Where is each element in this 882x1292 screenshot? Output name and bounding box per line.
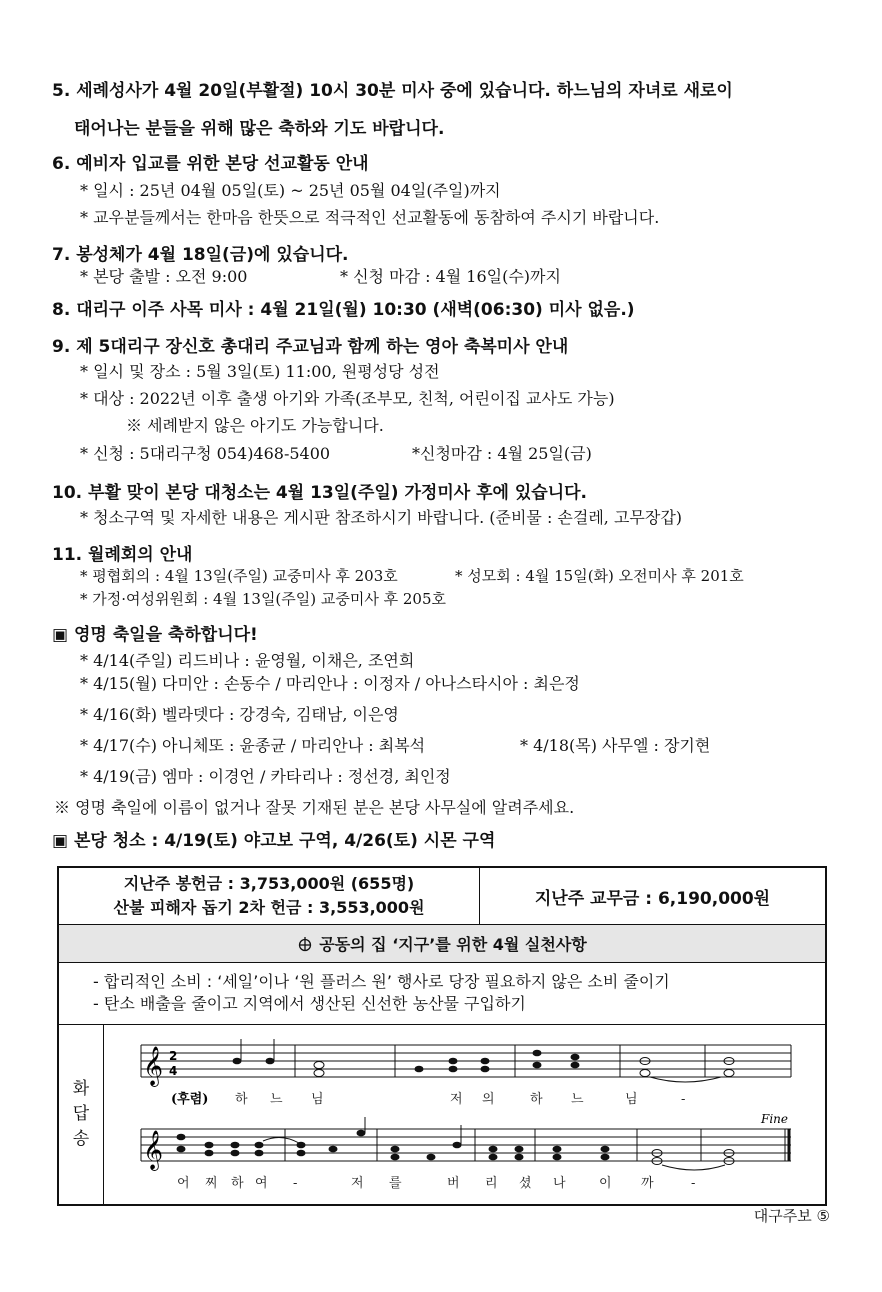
notice-11-bullet-1a: * 평협회의 : 4월 13일(주일) 교중미사 후 203호 — [80, 567, 398, 585]
notice-7-bullet-2: * 신청 마감 : 4월 16일(수)까지 — [340, 267, 561, 286]
earth-cross-icon — [297, 936, 313, 952]
page-number: ⑤ — [816, 1207, 830, 1225]
lyric-1-4: 저 — [450, 1092, 463, 1107]
practice-title: 공동의 집 ‘지구’를 위한 4월 실천사항 — [319, 935, 587, 954]
offering-cell — [59, 868, 480, 925]
lyric-2-6: 저 — [351, 1176, 364, 1191]
notice-11-title: 11. 월례회의 안내 — [52, 545, 193, 565]
cleaning-notice: ▣ 본당 청소 : 4/19(토) 야고보 구역, 4/26(토) 시몬 구역 — [52, 831, 496, 851]
offering-line-1: 지난주 봉헌금 : 3,753,000원 (655명) — [123, 874, 415, 893]
lyric-2-1: 어 — [177, 1176, 190, 1191]
notice-9-bullet-1: * 일시 및 장소 : 5월 3일(토) 11:00, 원평성당 성전 — [80, 362, 440, 381]
psalm-label-cell — [59, 1025, 104, 1204]
lyric-2-13: 까 — [641, 1176, 654, 1191]
lyric-1-1: 하 — [235, 1092, 248, 1107]
church-fee-cell — [480, 868, 825, 925]
staff-2 — [141, 1112, 791, 1171]
feast-line-5: * 4/19(금) 엠마 : 이경언 / 카타리나 : 정선경, 최인정 — [80, 767, 451, 786]
notice-11-bullet-1b: * 성모회 : 4월 15일(화) 오전미사 후 201호 — [455, 567, 744, 585]
notice-5-line2: 태어나는 분들을 위해 많은 축하와 기도 바랍니다. — [74, 119, 445, 139]
lyric-2-14: - — [691, 1176, 696, 1191]
footer-label: 대구주보 — [753, 1207, 812, 1225]
lyric-2-11: 나 — [553, 1176, 566, 1191]
notice-9-bullet-4b: *신청마감 : 4월 25일(금) — [412, 444, 592, 463]
feast-title: ▣ 영명 축일을 축하합니다! — [52, 625, 258, 645]
fine-mark: Fine — [761, 1112, 788, 1126]
notice-5-line1: 5. 세례성사가 4월 20일(부활절) 10시 30분 미사 중에 있습니다. 하느님의 자녀로 새로이 — [52, 81, 733, 101]
psalm-score-cell — [105, 1025, 825, 1204]
notice-10-title: 10. 부활 맞이 본당 대청소는 4월 13일(주일) 가정미사 후에 있습니다. — [52, 483, 587, 503]
notice-9-bullet-2: * 대상 : 2022년 이후 출생 아기와 가족(조부모, 친척, 어린이집 교사도 가능) — [80, 389, 615, 408]
notice-8-title: 8. 대리구 이주 사목 미사 : 4월 21일(월) 10:30 (새벽(06:30) 미사 없음.) — [52, 300, 635, 320]
lyric-2-8: 버 — [447, 1176, 460, 1191]
lyric-1-6: 하 — [530, 1092, 543, 1107]
lyric-2-3: 하 — [231, 1176, 244, 1191]
offering-line-2: 산불 피해자 돕기 2차 헌금 : 3,553,000원 — [113, 898, 425, 917]
lyric-1-3: 님 — [311, 1092, 324, 1107]
notice-9-bullet-3: ※ 세례받지 않은 아기도 가능합니다. — [126, 416, 384, 435]
notice-6-bullet-2: * 교우분들께서는 한마음 한뜻으로 적극적인 선교활동에 동참하여 주시기 바랍니다. — [80, 208, 660, 227]
treble-clef-icon: 𝄞 — [143, 1046, 164, 1086]
page-footer — [754, 1205, 830, 1226]
notice-6-bullet-1: * 일시 : 25년 04월 05일(토) ~ 25년 05월 04일(주일)까지 — [80, 181, 501, 200]
treble-clef-icon: 𝄞 — [143, 1130, 164, 1170]
notice-10-bullet-1: * 청소구역 및 자세한 내용은 게시판 참조하시기 바랍니다. (준비물 : 손걸레, 고무장갑) — [80, 508, 683, 527]
practice-item-1: - 합리적인 소비 : ‘세일’이나 ‘원 플러스 원’ 행사로 당장 필요하지 않은 소비 줄이기 — [93, 972, 670, 991]
lyric-1-5: 의 — [482, 1092, 495, 1107]
refrain-label: (후렴) — [171, 1092, 209, 1107]
lyric-2-9: 리 — [485, 1176, 498, 1191]
notice-11-bullet-2: * 가정·여성위원회 : 4월 13일(주일) 교중미사 후 205호 — [80, 590, 446, 608]
feast-line-4b: * 4/18(목) 사무엘 : 장기현 — [520, 736, 711, 755]
info-table — [57, 866, 827, 1206]
notice-6-title: 6. 예비자 입교를 위한 본당 선교활동 안내 — [52, 154, 369, 174]
notice-9-title: 9. 제 5대리구 장신호 총대리 주교님과 함께 하는 영아 축복미사 안내 — [52, 337, 569, 357]
time-sig-bottom: 4 — [169, 1064, 178, 1078]
feast-line-3: * 4/16(화) 벨라뎃다 : 강경숙, 김태남, 이은영 — [80, 705, 399, 724]
lyric-1-7: 느 — [571, 1092, 584, 1107]
lyric-2-7: 를 — [389, 1176, 402, 1191]
psalm-label-1: 화 — [72, 1079, 90, 1099]
notice-7-bullet-1: * 본당 출발 : 오전 9:00 — [80, 267, 248, 286]
practice-title-cell — [59, 925, 825, 963]
lyric-1-2: 느 — [270, 1092, 283, 1107]
practice-list-cell — [59, 963, 825, 1025]
notice-7-title: 7. 봉성체가 4월 18일(금)에 있습니다. — [52, 245, 349, 265]
psalm-label-3: 송 — [72, 1129, 90, 1149]
lyrics-1 — [235, 1091, 685, 1107]
feast-line-2: * 4/15(월) 다미안 : 손동수 / 마리안나 : 이정자 / 아나스타시아 : 최은정 — [80, 674, 580, 693]
practice-item-2: - 탄소 배출을 줄이고 지역에서 생산된 신선한 농산물 구입하기 — [93, 994, 526, 1013]
time-sig-top: 2 — [169, 1049, 178, 1063]
lyrics-2 — [177, 1175, 695, 1191]
notice-9-bullet-4a: * 신청 : 5대리구청 054)468-5400 — [80, 444, 331, 463]
church-fee-text: 지난주 교무금 : 6,190,000원 — [534, 888, 771, 909]
feast-line-1: * 4/14(주일) 리드비나 : 윤영월, 이채은, 조연희 — [80, 651, 415, 670]
lyric-2-4: 여 — [255, 1176, 268, 1191]
lyric-2-12: 이 — [599, 1176, 612, 1191]
feast-line-4a: * 4/17(수) 아니체또 : 윤종균 / 마리안나 : 최복석 — [80, 736, 426, 755]
psalm-label-2: 답 — [72, 1104, 90, 1124]
psalm-score — [105, 1025, 825, 1204]
lyric-2-2: 찌 — [205, 1176, 218, 1191]
lyric-1-9: - — [681, 1092, 686, 1107]
lyric-2-10: 셨 — [519, 1176, 532, 1191]
feast-note: ※ 영명 축일에 이름이 없거나 잘못 기재된 분은 본당 사무실에 알려주세요. — [54, 798, 575, 817]
lyric-1-8: 님 — [625, 1092, 638, 1107]
lyric-2-5: - — [293, 1176, 298, 1191]
